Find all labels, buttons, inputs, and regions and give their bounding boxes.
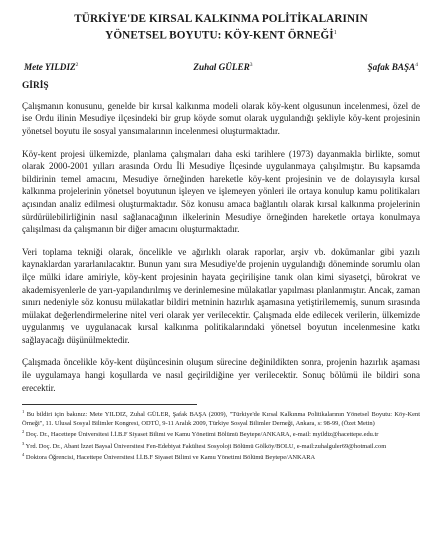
author-3-footnote-mark[interactable]: 4 [415, 61, 418, 68]
author-1: Mete YILDIZ$^2$ [24, 61, 79, 72]
footnote: $^3$ Yrd. Doç. Dr., Abant İzzet Baysal Üniversitesi Fen-Edebiyat Fakültesi Sosyoloji Bölümü Gölköy/BOLU, e-mail:zuhalguler69@hotmail.com [22, 440, 387, 450]
section-heading: GİRİŞ [22, 80, 49, 91]
footnote-divider [22, 404, 197, 405]
author-2-footnote-mark[interactable]: 3 [249, 61, 253, 68]
body-paragraph: Köy-kent projesi ülkemizde, planlama çalışmaları daha eski tarihlere (1973) dayanmakla birlikte, somut olarak 2000-2001 yılları arasında Ordu İli Mesudiye İlçesinde uygulanmaya çalışılmıştır. Bu kapsamda bildirinin temel amacını, Mesudiye örneğinden hareketle köy-kent projesinin ve de dolayısıyla kırsal kalkınma projelerinin yönetsel boyutunun işleyen ve işlemeyen yönleri ile ortaya konulup kamu politikaları açısından analiz edilmesi oluşturmaktadır. Söz konusu amaca bağlantılı olarak kırsal kalkınma projelerinin sürdürülebilirliğinin nasıl sağlanacağının ilkelerinin Mesudiye örneğinden hareketle ortaya konulmaya çalışılması da çalışmanın bir diğer amacını oluşturmaktadır. [22, 148, 420, 235]
author-1-footnote-mark[interactable]: 2 [75, 61, 79, 68]
paper-title [22, 12, 420, 43]
author-3: Şafak BAŞA$^4$ [367, 61, 418, 72]
footnote: $^2$ Doç. Dr., Hacettepe Üniversitesi İ.İ.B.F Siyaset Bilimi ve Kamu Yönetimi Bölümü Beytepe/ANKARA, e-mail: myildiz@hacettepe.edu.tr [22, 429, 379, 439]
footnote: $^4$ Doktora Öğrencisi, Hacettepe Üniversitesi İ.İ.B.F Siyaset Bilimi ve Kamu Yönetimi Bölümü Beytepe/ANKARA [22, 452, 316, 462]
title-line-1: TÜRKİYE'DE KIRSAL KALKINMA POLİTİKALARININ [74, 13, 368, 25]
body-paragraph: Veri toplama tekniği olarak, öncelikle ve ağırlıklı olarak raporlar, arşiv vb. dokümanlar gibi yazılı kaynaklardan yararlanılacaktır. Bunun yanı sıra Mesudiye'de projenin uygulandığı döneminde sorumlu olan ilçe mülki idare amiriyle, köy-kent projesinin hayata geçirilişine tanık olan kimi siyasetçi, bürokrat ve akademisyenlerle de yarı-yapılandırılmış ve derinlemesine mülakatlar yapılması planlanmıştır. Ancak, zaman sınırı nedeniyle söz konusu mülakatlar bildiri metninin hazırlık aşamasına yetiştirilememiş, sunum sırasında mülakat değerlendirmelerine nitel veri olarak yer verilecektir. Çalışmada elde edilecek verilerin, ülkemizde uygulanmış ve uygulanacak kırsal kalkınma politikalarındaki yönetsel boyutun incelenmesine katkı sağlayacağı düşünülmektedir. [22, 246, 420, 345]
title-footnote-mark[interactable]: 1 [333, 30, 337, 36]
body-paragraph: Çalışmada öncelikle köy-kent düşüncesinin oluşum sürecine değinildikten sonra, projenin hazırlık aşaması ile uygulamaya hangi koşullarda ve nasıl geçirildiğine yer verilecektir. Sonuç bölümü ile bildiri sona erecektir. [22, 357, 420, 393]
author-2: Zuhal GÜLER$^3$ [193, 61, 253, 72]
footnote: $^1$ Bu bildiri için bakınız: Mete YILDIZ, Zuhal GÜLER, Şafak BAŞA (2009), "Türkiye'de Kırsal Kalkınma Politikalarının Yönetsel Boyutu: Köy-Kent Örneği", 11. Ulusal Sosyal Bilimler Kongresi, ODTÜ, 9-11 Aralık 2009, Türkiye Sosyal Bilimler Derneği, Ankara, s: 98-99, (Özet Metin) [22, 409, 420, 427]
body-paragraph: Çalışmanın konusunu, genelde bir kırsal kalkınma modeli olarak köy-kent olgusunun incelenmesi, özel de ise Ordu ilinin Mesudiye ilçesindeki bir grup köyde somut olarak uygulandığı şekliyle köy-kent projesinin yönetsel boyutu ile sosyal yansımalarının incelenmesi oluşturmaktadır. [22, 100, 420, 136]
author-list [22, 62, 420, 72]
footnotes [22, 408, 420, 463]
title-line-2: YÖNETSEL BOYUTU: KÖY-KENT ÖRNEĞİ$^1$ [105, 29, 337, 42]
